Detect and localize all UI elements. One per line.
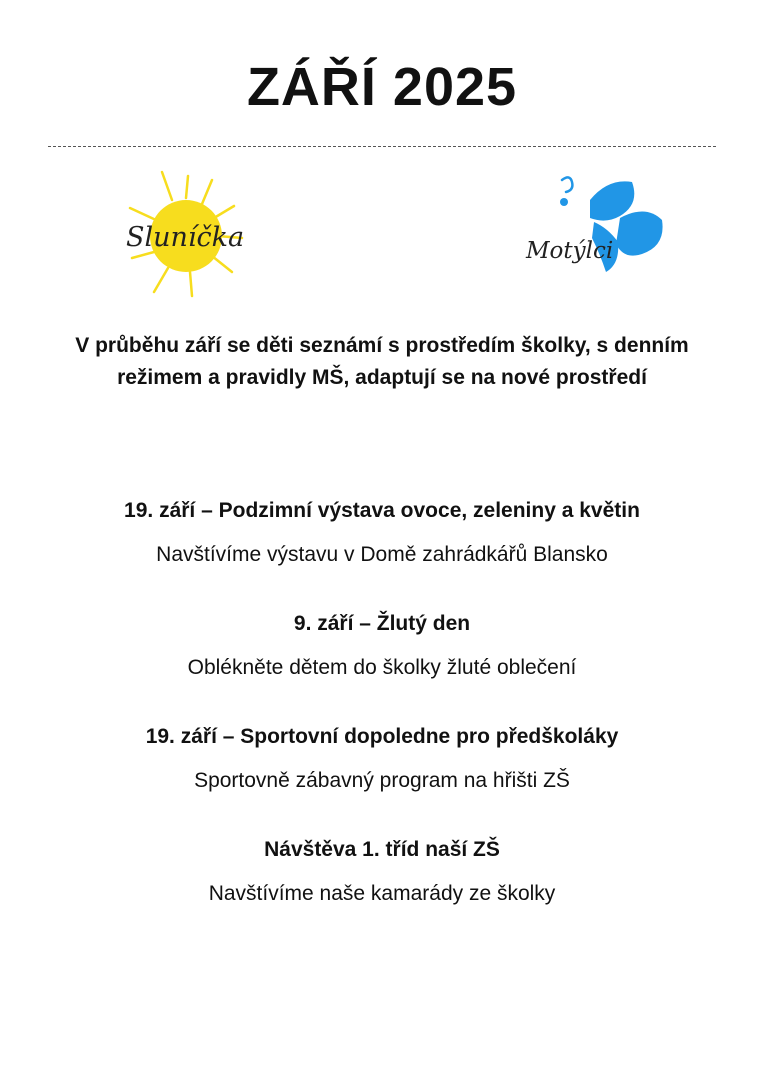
motylci-logo	[520, 172, 670, 282]
event-title: Návštěva 1. tříd naší ZŠ	[264, 838, 500, 861]
dashed-divider	[48, 146, 716, 147]
sun-icon	[110, 168, 250, 303]
event-item	[0, 609, 764, 722]
event-title: 9. září – Žlutý den	[293, 612, 471, 635]
event-item	[0, 722, 764, 835]
event-description: Oblékněte dětem do školky žluté oblečení	[187, 656, 577, 679]
intro-text: V průběhu září se děti seznámí s prostředím školky, s denním režimem a pravidly MŠ, adaptují se na nové prostředí	[75, 334, 689, 389]
butterfly-icon	[520, 172, 670, 282]
slunicka-logo	[110, 168, 250, 303]
page-title: ZÁŘÍ 2025	[246, 57, 518, 117]
event-item	[0, 835, 764, 948]
motylci-logo-text: Motýlci	[526, 238, 614, 264]
event-description: Navštívíme výstavu v Domě zahrádkářů Blansko	[156, 543, 608, 566]
event-title: 19. září – Sportovní dopoledne pro předškoláky	[145, 725, 619, 748]
event-title: 19. září – Podzimní výstava ovoce, zeleniny a květin	[124, 499, 640, 522]
slunicka-logo-text: Sluníčka	[126, 222, 245, 253]
event-item	[0, 496, 764, 609]
event-description: Sportovně zábavný program na hřišti ZŠ	[194, 769, 570, 792]
event-list	[0, 496, 764, 948]
event-description: Navštívíme naše kamarády ze školky	[208, 882, 556, 905]
